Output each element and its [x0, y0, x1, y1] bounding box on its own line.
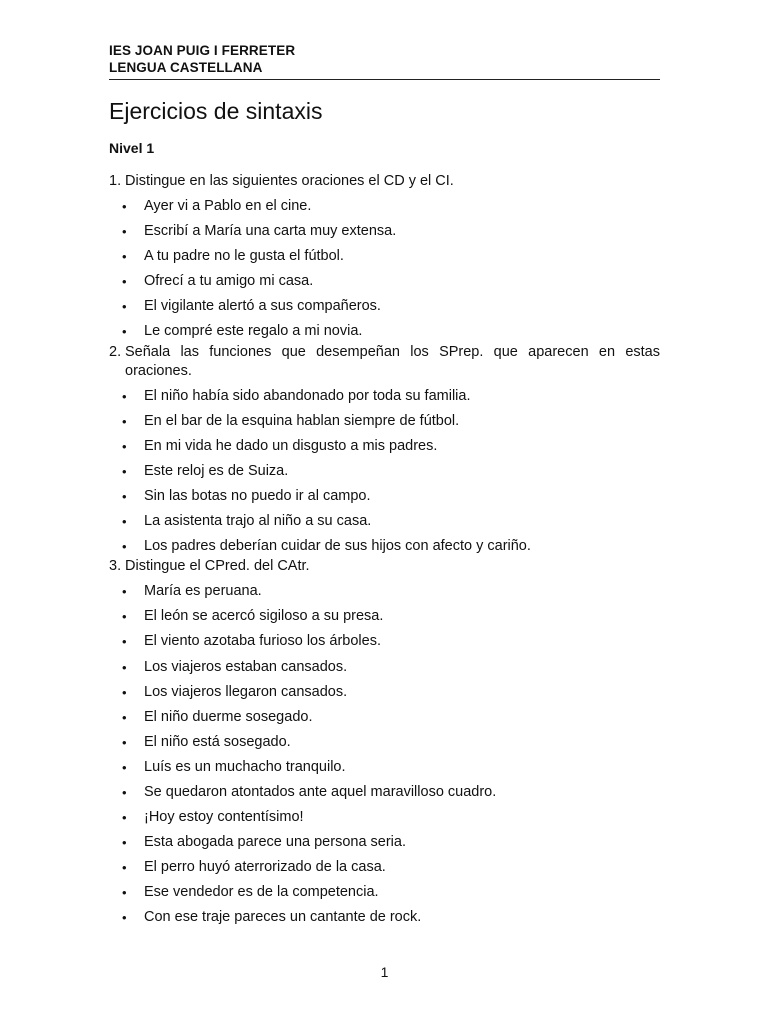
- exercise-2: [109, 343, 660, 563]
- exercise-item: • Luís es un muchacho tranquilo.: [109, 758, 660, 783]
- exercise-item: • A tu padre no le gusta el fútbol.: [109, 247, 660, 272]
- exercise-item: • En mi vida he dado un disgusto a mis padres.: [109, 437, 660, 462]
- exercise-item: • Ese vendedor es de la competencia.: [109, 883, 660, 908]
- exercise-item: • El niño duerme sosegado.: [109, 708, 660, 733]
- exercise-number: 1.: [109, 173, 122, 189]
- page-number: 1: [380, 964, 389, 980]
- exercise-item: • La asistenta trajo al niño a su casa.: [109, 512, 660, 537]
- exercise-instruction-text: Señala las funciones que desempeñan los SPrep. que aparecen en estas oraciones.: [125, 343, 660, 379]
- exercise-1: [109, 172, 660, 348]
- exercise-item: • María es peruana.: [109, 582, 660, 607]
- exercise-item: • ¡Hoy estoy contentísimo!: [109, 808, 660, 833]
- level-heading: Nivel 1: [109, 140, 155, 156]
- exercise-items: [109, 197, 660, 348]
- page-title: Ejercicios de sintaxis: [109, 98, 323, 124]
- exercise-item: • El león se acercó sigiloso a su presa.: [109, 607, 660, 632]
- exercise-3: [109, 557, 660, 933]
- exercise-number: 3.: [109, 558, 122, 575]
- school-name: IES JOAN PUIG I FERRETER: [109, 43, 296, 58]
- exercise-item: • El perro huyó aterrorizado de la casa.: [109, 858, 660, 883]
- exercise-items: [109, 582, 660, 933]
- exercise-item: • Se quedaron atontados ante aquel maravilloso cuadro.: [109, 783, 660, 808]
- exercise-instruction: [109, 172, 660, 191]
- exercise-item: • Esta abogada parece una persona seria.: [109, 833, 660, 858]
- exercise-items: [109, 387, 660, 563]
- exercise-list: [109, 172, 660, 934]
- exercise-instruction-text: Distingue en las siguientes oraciones el CD y el CI.: [125, 173, 454, 189]
- exercise-item: • Escribí a María una carta muy extensa.: [109, 222, 660, 247]
- exercise-item: • En el bar de la esquina hablan siempre de fútbol.: [109, 412, 660, 437]
- exercise-item: • Le compré este regalo a mi novia.: [109, 322, 660, 347]
- exercise-item: • Sin las botas no puedo ir al campo.: [109, 487, 660, 512]
- exercise-instruction-text: Distingue el CPred. del CAtr.: [125, 558, 310, 575]
- exercise-number: 2.: [109, 343, 122, 360]
- document-page: [109, 0, 660, 1024]
- exercise-instruction: [109, 343, 660, 381]
- exercise-item: • Los viajeros llegaron cansados.: [109, 683, 660, 708]
- exercise-item: • Ayer vi a Pablo en el cine.: [109, 197, 660, 222]
- exercise-item: • Los viajeros estaban cansados.: [109, 658, 660, 683]
- subject-name: LENGUA CASTELLANA: [109, 60, 263, 75]
- document-header: [109, 42, 660, 80]
- exercise-item: • El vigilante alertó a sus compañeros.: [109, 297, 660, 322]
- exercise-item: • Este reloj es de Suiza.: [109, 462, 660, 487]
- exercise-item: • Ofrecí a tu amigo mi casa.: [109, 272, 660, 297]
- exercise-item: • El viento azotaba furioso los árboles.: [109, 632, 660, 657]
- exercise-item: • El niño había sido abandonado por toda su familia.: [109, 387, 660, 412]
- exercise-item: • El niño está sosegado.: [109, 733, 660, 758]
- exercise-item: • Los padres deberían cuidar de sus hijos con afecto y cariño.: [109, 537, 660, 562]
- exercise-item: • Con ese traje pareces un cantante de rock.: [109, 908, 660, 933]
